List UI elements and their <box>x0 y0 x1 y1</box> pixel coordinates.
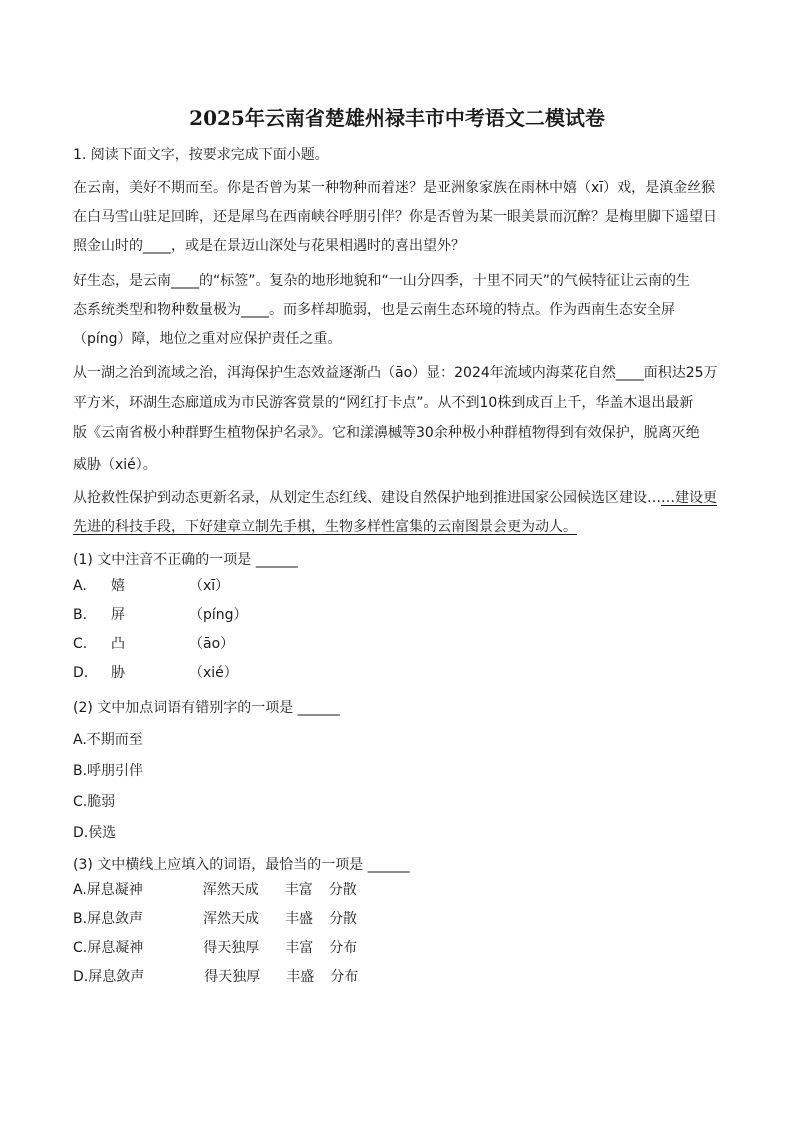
q3-option-b: B.屏息敛声 浑然天成 丰盛 分散 <box>73 911 358 927</box>
q2-option-b: B.呼朋引伴 <box>73 763 144 779</box>
passage-text: 从抢救性保护到动态更新名录，从划定生态红线、建设自然保护地到推进国家公园候选区建设… <box>73 490 661 506</box>
passage-line: 威胁（xié）。 <box>73 457 157 473</box>
question-3-stem: (3) 文中横线上应填入的词语，最恰当的一项是 ______ <box>73 857 410 873</box>
q3-option-a: A.屏息凝神 浑然天成 丰富 分散 <box>73 882 357 898</box>
question-1-stem: (1) 文中注音不正确的一项是 ______ <box>73 552 298 568</box>
passage-line: 平方米，环湖生态廊道成为市民游客赏景的“网红打卡点”。从不到10株到成百上千，华盖木退出最新 <box>73 395 694 411</box>
q2-option-d: D.侯选 <box>73 825 117 841</box>
q1-option-d: D. 胁 （xié） <box>73 665 238 681</box>
passage-line: 从一湖之治到流域之治，洱海保护生态效益逐渐凸（āo）显：2024年流域内海菜花自然____面积达25万 <box>73 365 718 381</box>
q1-option-b: B. 屏 （píng） <box>73 607 248 623</box>
passage-line: 好生态，是云南____的“标签”。复杂的地形地貌和“一山分四季，十里不同天”的气候特征让云南的生 <box>73 273 691 289</box>
passage-line: 在白马雪山驻足回眸，还是犀鸟在西南峡谷呼朋引伴？你是否曾为某一眼美景而沉醉？是梅里脚下遥望日 <box>73 209 717 225</box>
underlined-sentence: 先进的科技手段，下好建章立制先手棋，生物多样性富集的云南图景会更为动人。 <box>73 519 577 535</box>
q2-option-a: A.不期而至 <box>73 732 143 748</box>
passage-line: 版《云南省极小种群野生植物保护名录》。它和漾濞槭等30余种极小种群植物得到有效保护，脱离灭绝 <box>73 425 700 441</box>
q2-option-c: C.脆弱 <box>73 794 116 810</box>
q3-option-d: D.屏息敛声 得天独厚 丰盛 分布 <box>73 969 359 985</box>
q3-option-c: C.屏息凝神 得天独厚 丰富 分布 <box>73 940 358 956</box>
q1-option-a: A. 嬉 （xī） <box>73 578 230 594</box>
question-2-stem: (2) 文中加点词语有错别字的一项是 ______ <box>73 700 340 716</box>
underlined-sentence: …建设更 <box>661 490 717 506</box>
passage-line: 在云南，美好不期而至。你是否曾为某一种物种而着迷？是亚洲象家族在雨林中嬉（xī）戏，是滇金丝猴 <box>73 180 716 196</box>
passage-line: （píng）障，地位之重对应保护责任之重。 <box>73 331 342 347</box>
question-1-instruction: 1. 阅读下面文字，按要求完成下面小题。 <box>73 147 329 163</box>
passage-line: 照金山时的____，或是在景迈山深处与花果相遇时的喜出望外？ <box>73 238 465 254</box>
passage-line: 态系统类型和物种数量极为____。而多样却脆弱，也是云南生态环境的特点。作为西南生态安全屏 <box>73 302 675 318</box>
q1-option-c: C. 凸 （āo） <box>73 636 235 652</box>
passage-last-line-1 <box>73 489 717 507</box>
page-title: 2025年云南省楚雄州禄丰市中考语文二模试卷 <box>189 106 605 130</box>
